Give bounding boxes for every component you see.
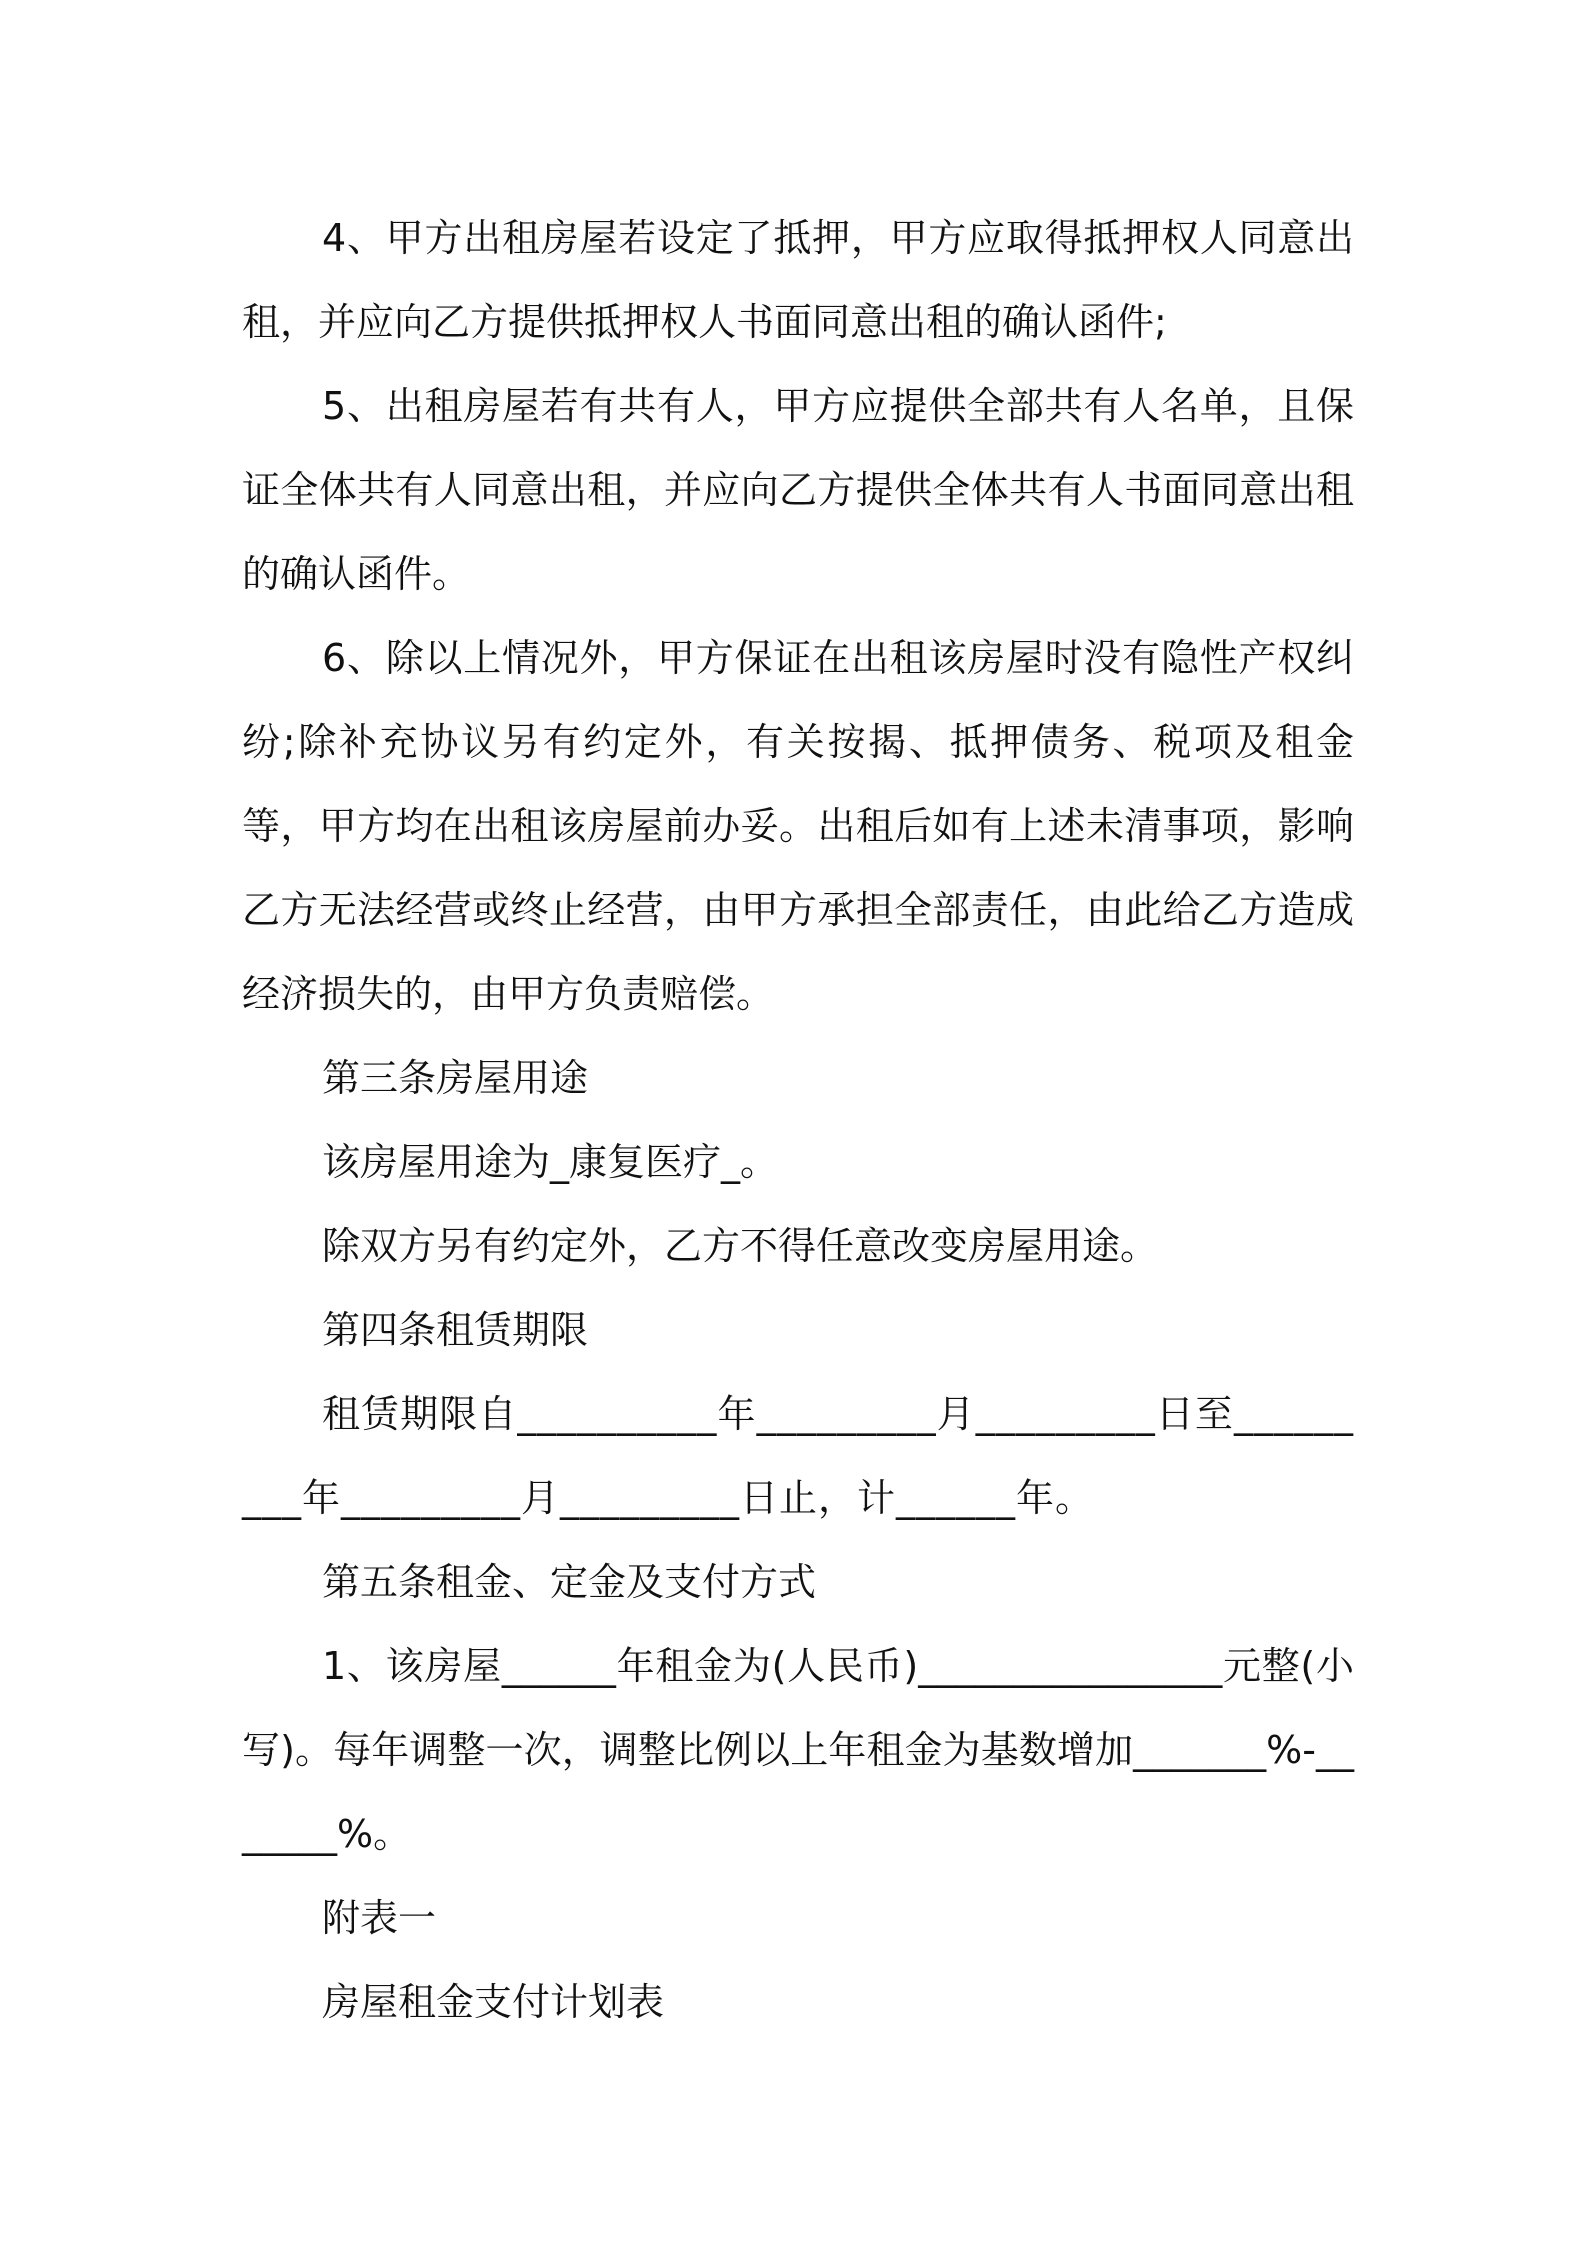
house-use-line: 该房屋用途为_康复医疗_。 (322, 1140, 779, 1184)
clause-6-guarantee: 6、除以上情况外，甲方保证在出租该房屋时没有隐性产权纠纷;除补充协议另有约定外，有关按揭、抵押债务、税项及租金等，甲方均在出租该房屋前办妥。出租后如有上述未清事项，影响乙方无法经营或终止经营，由甲方承担全部责任，由此给乙方造成经济损失的，由甲方负责赔偿。 (242, 636, 1354, 1016)
use-restriction-line: 除双方另有约定外，乙方不得任意改变房屋用途。 (322, 1224, 1159, 1268)
rent-payment-plan-title: 房屋租金支付计划表 (322, 1980, 665, 2024)
rent-clause-1: 1、该房屋______年租金为(人民币)________________元整(小写)。每年调整一次，调整比例以上年租金为基数增加_______%-_______%。 (242, 1644, 1354, 1856)
appendix-one-label: 附表一 (322, 1896, 437, 1940)
article-5-heading: 第五条租金、定金及支付方式 (322, 1560, 817, 1604)
lease-term-line: 租赁期限自__________年_________月_________日至_________年_________月_________日止，计______年。 (242, 1392, 1354, 1520)
clause-4-mortgage: 4、甲方出租房屋若设定了抵押，甲方应取得抵押权人同意出租，并应向乙方提供抵押权人书面同意出租的确认函件; (242, 216, 1354, 344)
article-4-heading: 第四条租赁期限 (322, 1308, 589, 1352)
clause-5-co-owners: 5、出租房屋若有共有人，甲方应提供全部共有人名单，且保证全体共有人同意出租，并应向乙方提供全体共有人书面同意出租的确认函件。 (242, 384, 1354, 596)
document-body (242, 196, 1354, 2044)
article-3-heading: 第三条房屋用途 (322, 1056, 589, 1100)
